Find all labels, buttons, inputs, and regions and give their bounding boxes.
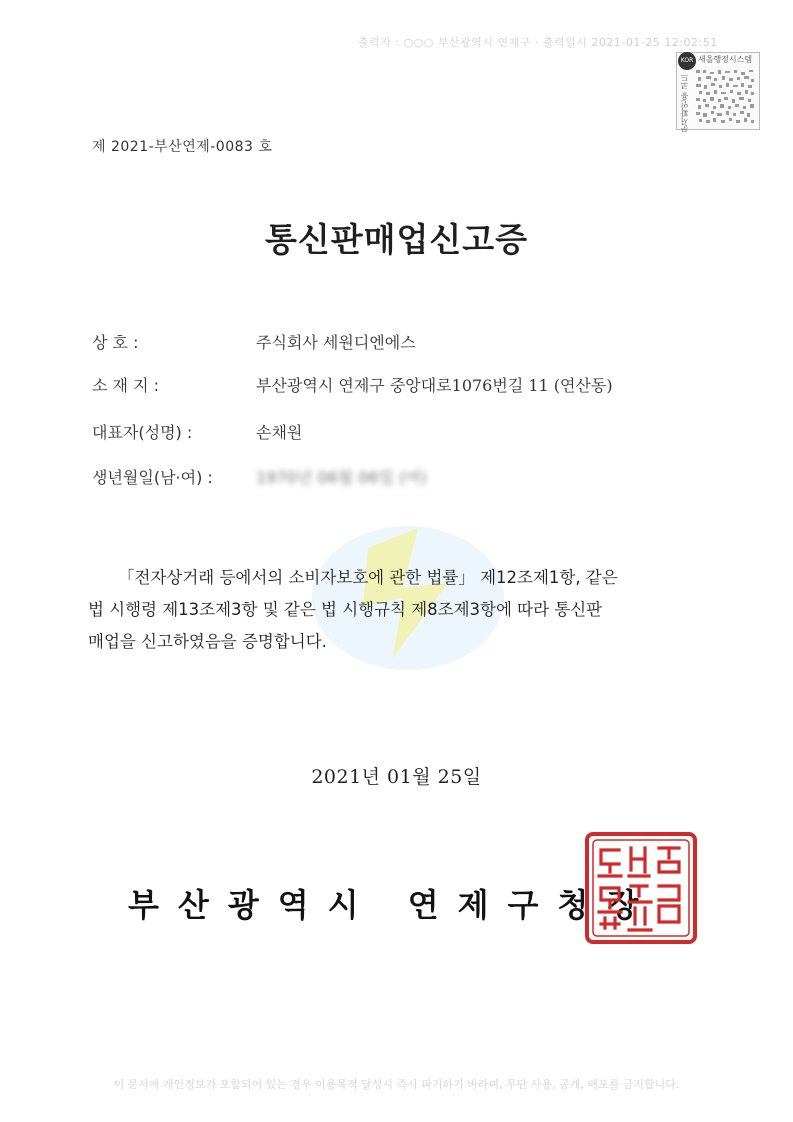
field-value-address: 부산광역시 연제구 중앙대로1076번길 11 (연산동) xyxy=(256,376,613,395)
field-label-address: 소 재 지 : xyxy=(92,376,160,395)
field-label-birthdate: 생년월일(남·여) : xyxy=(92,468,213,487)
print-header: 출력자 : ○○○ 부산광역시 연제구 · 출력일시 2021-01-25 12:02:51 xyxy=(358,36,718,49)
issuing-authority: 부산광역시 연제구청장 xyxy=(128,886,658,924)
field-label-representative: 대표자(성명) : xyxy=(92,423,193,442)
certificate-body-line-2: 법 시행령 제13조제3항 및 같은 법 시행규칙 제8조제3항에 따라 통신판 xyxy=(88,600,603,619)
kor-logo-icon: KOR xyxy=(678,52,696,70)
privacy-footer-notice: 이 문서에 개인정보가 포함되어 있는 경우 이용목적 달성시 즉시 파기하기 바라며, 무단 사용, 공개, 배포를 금지합니다. xyxy=(113,1078,680,1091)
document-title: 통신판매업신고증 xyxy=(264,220,529,259)
qr-brand-label: 새올행정시스템 xyxy=(698,55,753,64)
qr-code-icon xyxy=(694,68,756,126)
field-value-birthdate-redacted: 1970년 06월 06일 (여) xyxy=(256,468,428,487)
issue-date: 2021년 01월 25일 xyxy=(311,766,482,788)
certificate-body-line-3: 매업을 신고하였음을 증명합니다. xyxy=(88,632,327,651)
field-value-business-name: 주식회사 세원디엔에스 xyxy=(256,333,416,352)
document-number: 제 2021-부산연제-0083 호 xyxy=(92,139,273,155)
field-value-representative: 손채원 xyxy=(256,423,303,442)
qr-side-label: 문서확인용 코드 xyxy=(680,74,689,133)
certificate-body-line-1: 「전자상거래 등에서의 소비자보호에 관한 법률」 제12조제1항, 같은 xyxy=(118,568,618,587)
official-seal-icon xyxy=(585,832,697,944)
watermark-emblem-icon xyxy=(308,488,508,688)
field-label-business-name: 상 호 : xyxy=(92,333,139,352)
